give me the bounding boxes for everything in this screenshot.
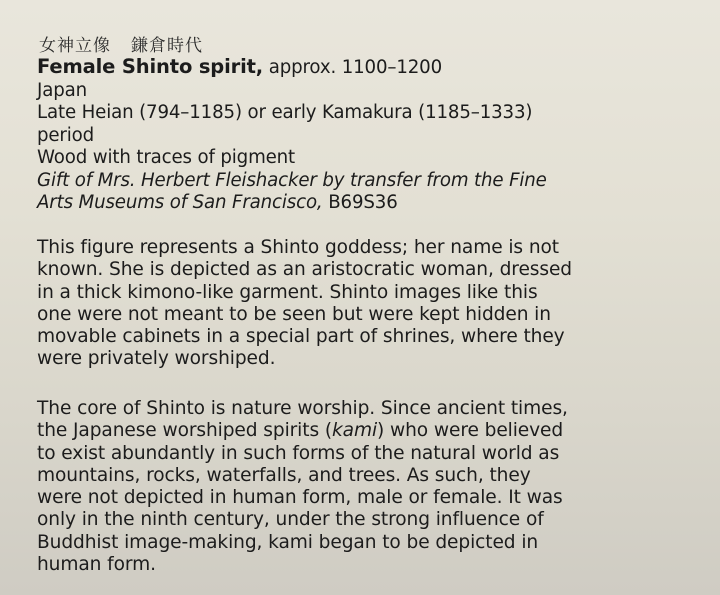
paragraph-line: known. She is depicted as an aristocratic woman, dressed <box>37 259 572 281</box>
object-origin: Japan <box>37 79 87 101</box>
credit-line-2-wrap <box>37 192 547 215</box>
object-title: Female Shinto spirit, <box>37 55 264 78</box>
paragraph-line: The core of Shinto is nature worship. Since ancient times, <box>37 398 568 419</box>
text-fragment: the Japanese worshiped spirits ( <box>37 420 332 442</box>
title-line <box>37 56 547 80</box>
paragraph-line: human form. <box>37 554 156 576</box>
object-metadata <box>37 56 547 215</box>
paragraph-line: only in the ninth century, under the strong influence of <box>37 509 544 531</box>
japanese-period-name: 鎌倉時代 <box>131 36 203 56</box>
paragraph-line: were not depicted in human form, male or female. It was <box>37 487 563 509</box>
text-fragment: ) who were believed <box>377 420 564 442</box>
paragraph-line: mountains, rocks, waterfalls, and trees. As such, they <box>37 464 531 486</box>
paragraph-line: in a thick kimono-like garment. Shinto images like this <box>37 281 538 303</box>
accession-number: B69S36 <box>328 192 398 213</box>
description-paragraph-1 <box>37 237 572 371</box>
credit-line-1: Gift of Mrs. Herbert Fleishacker by transfer from the Fine <box>37 169 547 191</box>
paragraph-line: were privately worshiped. <box>37 348 276 370</box>
japanese-object-name: 女神立像 <box>39 36 111 56</box>
object-period-line-2: period <box>37 124 95 146</box>
object-period-line-1: Late Heian (794–1185) or early Kamakura (1185–1333) <box>37 102 533 123</box>
paragraph-line: one were not meant to be seen but were kept hidden in <box>37 303 551 325</box>
description-paragraph-2 <box>37 398 568 576</box>
object-medium: Wood with traces of pigment <box>37 147 296 168</box>
paragraph-line: to exist abundantly in such forms of the natural world as <box>37 442 560 464</box>
credit-line-2: Arts Museums of San Francisco, <box>37 192 323 213</box>
paragraph-line: Buddhist image-making, kami began to be depicted in <box>37 531 539 553</box>
paragraph-line: This figure represents a Shinto goddess; her name is not <box>37 237 559 258</box>
paragraph-line <box>37 420 568 442</box>
kami-term: kami <box>332 420 378 442</box>
japanese-title <box>39 31 203 56</box>
object-date: approx. 1100–1200 <box>268 57 443 78</box>
paragraph-line: movable cabinets in a special part of shrines, where they <box>37 326 565 348</box>
